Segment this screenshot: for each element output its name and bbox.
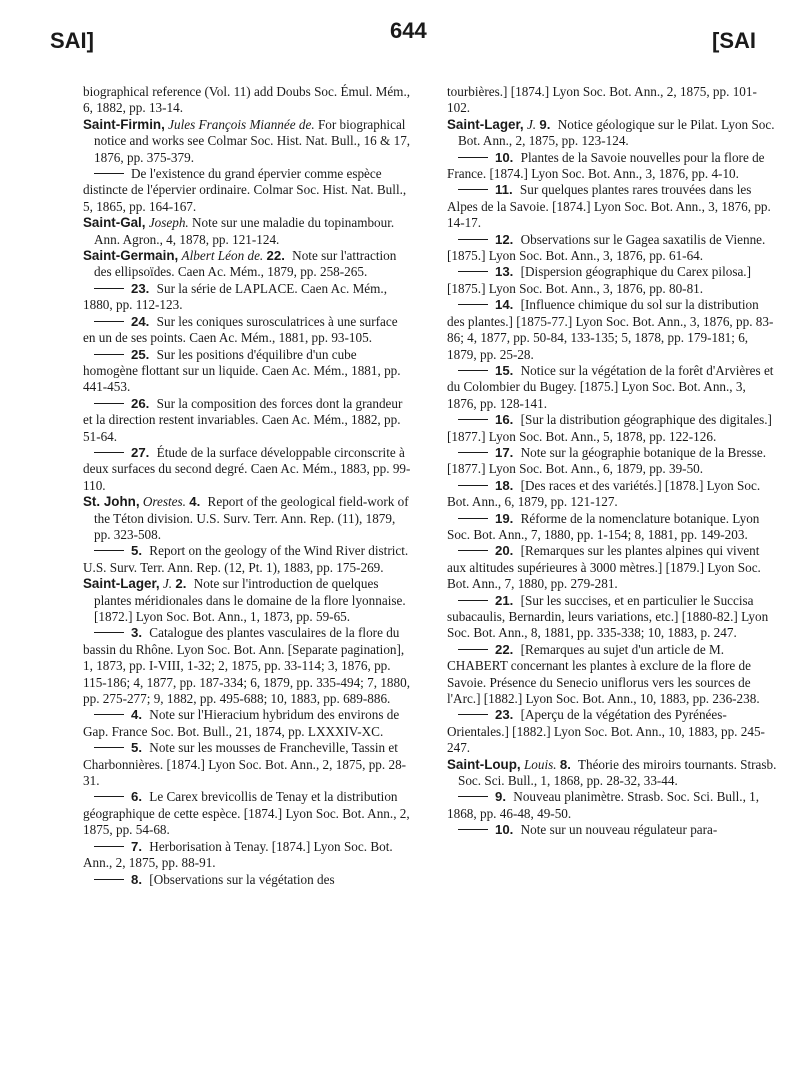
entry-number: 22. xyxy=(495,641,514,657)
ditto-dash xyxy=(94,632,124,633)
author-given-name: Orestes. xyxy=(142,494,186,510)
entry-number: 19. xyxy=(495,510,514,526)
entry-number: 25. xyxy=(131,346,150,362)
bibliography-entry xyxy=(83,281,413,314)
author-given-name: Jules François Miannée de. xyxy=(168,116,315,132)
page-number: 644 xyxy=(390,18,427,43)
bibliography-entry xyxy=(83,215,413,248)
entry-text: [Aperçu de la végétation des Pyrénées-Orientales.] [1882.] Lyon Soc. Bot. Ann., 10, 1883, pp. 245-247. xyxy=(447,707,765,756)
entry-text: tourbières.] [1874.] Lyon Soc. Bot. Ann., 2, 1875, pp. 101-102. xyxy=(447,84,757,116)
right-column xyxy=(447,84,777,839)
entry-text: [Remarques au sujet d'un article de M. CHABERT concernant les plantes à exclure de la flore de Savoie. Présence du Senecio uniflorus vers les sources de l'Arc.] [1882.] Lyon Soc. Bot. Ann., 10, 1883, pp. 236-238. xyxy=(447,641,760,707)
entry-text: [Influence chimique du sol sur la distribution des plantes.] [1875-77.] Lyon Soc. Bot. Ann., 3, 1876, pp. 83-86; 4, 1877, pp. 50-84, 133-135; 5, 1878, pp. 179-181; 6, 1879, pp. 25-28. xyxy=(447,297,774,362)
ditto-dash xyxy=(94,403,124,404)
entry-text: [Sur les succises, et en particulier le Succisa subacaulis, Bernardin, leurs variations, etc.] [1880-82.] Lyon Soc. Bot. Ann., 8, 1881, pp. 335-338; 10, 1883, p. 247. xyxy=(447,592,769,641)
entry-text: [Dispersion géographique du Carex pilosa.] [1875.] Lyon Soc. Bot. Ann., 3, 1876, pp. 80-81. xyxy=(447,264,751,296)
bibliography-entry xyxy=(83,84,413,117)
entry-text: [Observations sur la végétation des xyxy=(149,871,335,887)
ditto-dash xyxy=(94,354,124,355)
bibliography-entry xyxy=(83,445,413,494)
author-given-name: Louis. xyxy=(523,756,557,772)
entry-number: 27. xyxy=(131,444,150,460)
ditto-dash xyxy=(94,173,124,174)
ditto-dash xyxy=(94,714,124,715)
entry-number: 21. xyxy=(495,592,514,608)
entry-text: Sur la composition des forces dont la grandeur et la direction restent invariables. Caen Ac. Mém., 1882, pp. 51-64. xyxy=(83,395,403,444)
entry-number: 5. xyxy=(131,740,142,756)
ditto-dash xyxy=(94,846,124,847)
bibliography-entry xyxy=(447,543,777,592)
author-surname: Saint-Lager, xyxy=(447,116,524,132)
entry-text: Le Carex brevicollis de Tenay et la distribution géographique de cette espèce. [1874.] Lyon Soc. Bot. Ann., 2, 1875, pp. 54-68. xyxy=(83,789,410,838)
entry-text: Note sur l'Hieracium hybridum des environs de Gap. France Soc. Bot. Bull., 21, 1874, pp. LXXXIV-XC. xyxy=(83,707,400,739)
entry-text: Sur quelques plantes rares trouvées dans les Alpes de la Savoie. [1874.] Lyon Soc. Bot. Ann., 3, 1876, pp. 14-17. xyxy=(447,182,771,231)
entry-number: 7. xyxy=(131,838,142,854)
header-left: SAI] xyxy=(50,28,94,53)
bibliography-entry xyxy=(447,232,777,265)
author-surname: St. John, xyxy=(83,494,140,510)
bibliography-entry xyxy=(447,297,777,363)
bibliography-entry xyxy=(83,576,413,625)
entry-number: 8. xyxy=(559,756,571,772)
entry-text: biographical reference (Vol. 11) add Doubs Soc. Émul. Mém., 6, 1882, pp. 13-14. xyxy=(83,84,411,116)
ditto-dash xyxy=(458,518,488,519)
running-header xyxy=(0,18,800,58)
entry-number: 10. xyxy=(495,149,514,165)
entry-text: Note sur une maladie du topinambour. Ann. Agron., 4, 1878, pp. 121-124. xyxy=(94,215,395,247)
entry-number: 9. xyxy=(539,116,551,132)
bibliography-entry xyxy=(447,363,777,412)
bibliography-entry xyxy=(447,789,777,822)
entry-number: 14. xyxy=(495,297,514,313)
entry-text: Théorie des miroirs tournants. Strasb. Soc. Sci. Bull., 1, 1868, pp. 28-32, 33-44. xyxy=(458,756,777,789)
bibliography-entry xyxy=(447,511,777,544)
ditto-dash xyxy=(458,796,488,797)
bibliography-entry xyxy=(83,396,413,445)
entry-text: Étude de la surface développable circonscrite à deux surfaces du second degré. Caen Ac. Mém., 1883, pp. 99-110. xyxy=(83,444,411,493)
ditto-dash xyxy=(458,157,488,158)
ditto-dash xyxy=(94,288,124,289)
entry-text: Réforme de la nomenclature botanique. Lyon Soc. Bot. Ann., 7, 1880, pp. 1-154; 8, 1881, pp. 149-203. xyxy=(447,510,760,542)
entry-number: 15. xyxy=(495,362,514,378)
author-given-name: Albert Léon de. xyxy=(181,248,264,264)
author-surname: Saint-Germain, xyxy=(83,248,179,264)
bibliography-entry xyxy=(447,445,777,478)
entry-number: 5. xyxy=(131,543,142,559)
bibliography-entry xyxy=(83,248,413,281)
ditto-dash xyxy=(94,550,124,551)
bibliography-entry xyxy=(447,642,777,708)
bibliography-entry xyxy=(83,314,413,347)
entry-number: 20. xyxy=(495,543,514,559)
entry-number: 4. xyxy=(189,494,201,510)
bibliography-entry xyxy=(83,494,413,543)
entry-number: 16. xyxy=(495,412,514,428)
entry-text: Note sur un nouveau régulateur para- xyxy=(520,822,718,838)
entry-text: Note sur l'introduction de quelques plantes méridionales dans le domaine de la flore lyonnaise. [1872.] Lyon Soc. Bot. Ann., 1, 1873, pp. 59-65. xyxy=(94,576,406,624)
entry-text: Catalogue des plantes vasculaires de la flore du bassin du Rhône. Lyon Soc. Bot. Ann. [Separate pagination], 1, 1873, pp. I-VIII, 1-32; 2, 1875, pp. 33-114; 3, 1876, pp. 115-186; 4, 1877, pp. 187-334; 6, 1879, pp. 335-494; 7, 1880, pp. 275-277; 9, 1882, pp. 495-688; 10, 1883, pp. 689-886. xyxy=(83,625,410,707)
entry-text: Note sur les mousses de Francheville, Tassin et Charbonnières. [1874.] Lyon Soc. Bot. Ann., 2, 1875, pp. 28-31. xyxy=(83,740,407,789)
bibliography-entry xyxy=(447,84,777,117)
entry-number: 4. xyxy=(131,707,142,723)
bibliography-entry xyxy=(447,412,777,445)
entry-number: 2. xyxy=(175,576,187,592)
entry-number: 23. xyxy=(495,707,514,723)
ditto-dash xyxy=(458,452,488,453)
ditto-dash xyxy=(94,321,124,322)
ditto-dash xyxy=(94,796,124,797)
header-right: [SAI xyxy=(712,28,756,53)
entry-text: De l'existence du grand épervier comme espèce distincte de l'épervier ordinaire. Colmar Soc. Hist. Nat. Bull., 5, 1865, pp. 164-167. xyxy=(83,166,407,214)
entry-text: [Remarques sur les plantes alpines qui vivent aux altitudes supérieures à 3000 mètres.] [1879.] Lyon Soc. Bot. Ann., 7, 1880, pp. 279-281. xyxy=(447,543,761,592)
entry-text: Notice géologique sur le Pilat. Lyon Soc. Bot. Ann., 2, 1875, pp. 123-124. xyxy=(458,116,775,149)
entry-number: 3. xyxy=(131,625,142,641)
entry-text: Note sur la géographie botanique de la Bresse. [1877.] Lyon Soc. Bot. Ann., 6, 1879, pp. 39-50. xyxy=(447,444,766,477)
bibliography-entry xyxy=(447,757,777,790)
entry-number: 17. xyxy=(495,444,514,460)
entry-text: Plantes de la Savoie nouvelles pour la flore de France. [1874.] Lyon Soc. Bot. Ann., 3, 1876, pp. 4-10. xyxy=(447,149,765,182)
bibliography-entry xyxy=(447,264,777,297)
ditto-dash xyxy=(458,419,488,420)
entry-text: Sur la série de LAPLACE. Caen Ac. Mém., 1880, pp. 112-123. xyxy=(83,280,388,313)
bibliography-entry xyxy=(447,593,777,642)
bibliography-entry xyxy=(83,625,413,707)
entry-text: Report on the geology of the Wind River district. U.S. Surv. Terr. Ann. Rep. (12, Pt. 1), 1883, pp. 175-269. xyxy=(83,543,409,575)
entry-number: 26. xyxy=(131,395,150,411)
entry-text: Note sur l'attraction des ellipsoïdes. Caen Ac. Mém., 1879, pp. 258-265. xyxy=(94,248,397,280)
entry-number: 11. xyxy=(495,182,513,198)
ditto-dash xyxy=(458,189,488,190)
ditto-dash xyxy=(94,879,124,880)
entry-text: [Des races et des variétés.] [1878.] Lyon Soc. Bot. Ann., 6, 1879, pp. 121-127. xyxy=(447,477,761,510)
entry-number: 8. xyxy=(131,871,142,887)
entry-text: Herborisation à Tenay. [1874.] Lyon Soc. Bot. Ann., 2, 1875, pp. 88-91. xyxy=(83,838,393,871)
bibliography-entry xyxy=(83,740,413,789)
author-surname: Saint-Firmin, xyxy=(83,116,165,132)
entry-text: Observations sur le Gagea saxatilis de Vienne. [1875.] Lyon Soc. Bot. Ann., 3, 1876, pp. 61-64. xyxy=(447,231,766,264)
entry-number: 18. xyxy=(495,477,514,493)
bibliography-entry xyxy=(447,822,777,838)
author-surname: Saint-Loup, xyxy=(447,756,521,772)
bibliography-entry xyxy=(83,839,413,872)
ditto-dash xyxy=(458,600,488,601)
entry-number: 10. xyxy=(495,822,514,838)
entry-number: 23. xyxy=(131,280,150,296)
ditto-dash xyxy=(458,714,488,715)
entry-number: 22. xyxy=(266,248,285,264)
author-surname: Saint-Gal, xyxy=(83,215,146,231)
bibliography-entry xyxy=(447,117,777,150)
bibliography-entry xyxy=(83,707,413,740)
ditto-dash xyxy=(94,747,124,748)
ditto-dash xyxy=(458,271,488,272)
bibliography-entry xyxy=(83,347,413,396)
bibliography-entry xyxy=(83,872,413,888)
bibliography-entry xyxy=(83,117,413,166)
author-surname: Saint-Lager, xyxy=(83,576,160,592)
bibliography-entry xyxy=(447,707,777,756)
author-given-name: J. xyxy=(162,576,173,592)
ditto-dash xyxy=(458,239,488,240)
entry-text: [Sur la distribution géographique des digitales.] [1877.] Lyon Soc. Bot. Ann., 5, 1878, pp. 122-126. xyxy=(447,412,772,444)
entry-text: Sur les coniques surosculatrices à une surface en un de ses points. Caen Ac. Mém., 1881, pp. 93-105. xyxy=(83,313,398,346)
bibliography-entry xyxy=(83,166,413,215)
author-given-name: J. xyxy=(526,116,537,132)
ditto-dash xyxy=(458,304,488,305)
entry-number: 24. xyxy=(131,313,150,329)
bibliography-entry xyxy=(83,543,413,576)
bibliography-entry xyxy=(447,478,777,511)
ditto-dash xyxy=(458,485,488,486)
entry-text: Sur les positions d'équilibre d'un cube homogène flottant sur un liquide. Caen Ac. Mém., 1881, pp. 441-453. xyxy=(83,346,401,395)
left-column xyxy=(83,84,413,888)
ditto-dash xyxy=(458,649,488,650)
bibliography-entry xyxy=(447,150,777,183)
entry-number: 9. xyxy=(495,789,506,805)
bibliography-entry xyxy=(83,789,413,838)
entry-number: 6. xyxy=(131,789,142,805)
ditto-dash xyxy=(458,550,488,551)
entry-number: 12. xyxy=(495,231,514,247)
entry-text: Notice sur la végétation de la forêt d'Arvières et du Colombier du Bugey. [1875.] Lyon Soc. Bot. Ann., 3, 1876, pp. 128-141. xyxy=(447,362,774,411)
entry-number: 13. xyxy=(495,264,514,280)
ditto-dash xyxy=(458,370,488,371)
ditto-dash xyxy=(94,452,124,453)
entry-text: Report of the geological field-work of the Téton division. U.S. Surv. Terr. Ann. Rep. (11), 1879, pp. 323-508. xyxy=(94,494,409,542)
entry-text: For biographical notice and works see Colmar Soc. Hist. Nat. Bull., 16 & 17, 1876, pp. 375-379. xyxy=(94,116,411,165)
ditto-dash xyxy=(458,829,488,830)
entry-text: Nouveau planimètre. Strasb. Soc. Sci. Bull., 1, 1868, pp. 46-48, 49-50. xyxy=(447,789,760,821)
author-given-name: Joseph. xyxy=(148,215,189,231)
bibliography-entry xyxy=(447,182,777,231)
